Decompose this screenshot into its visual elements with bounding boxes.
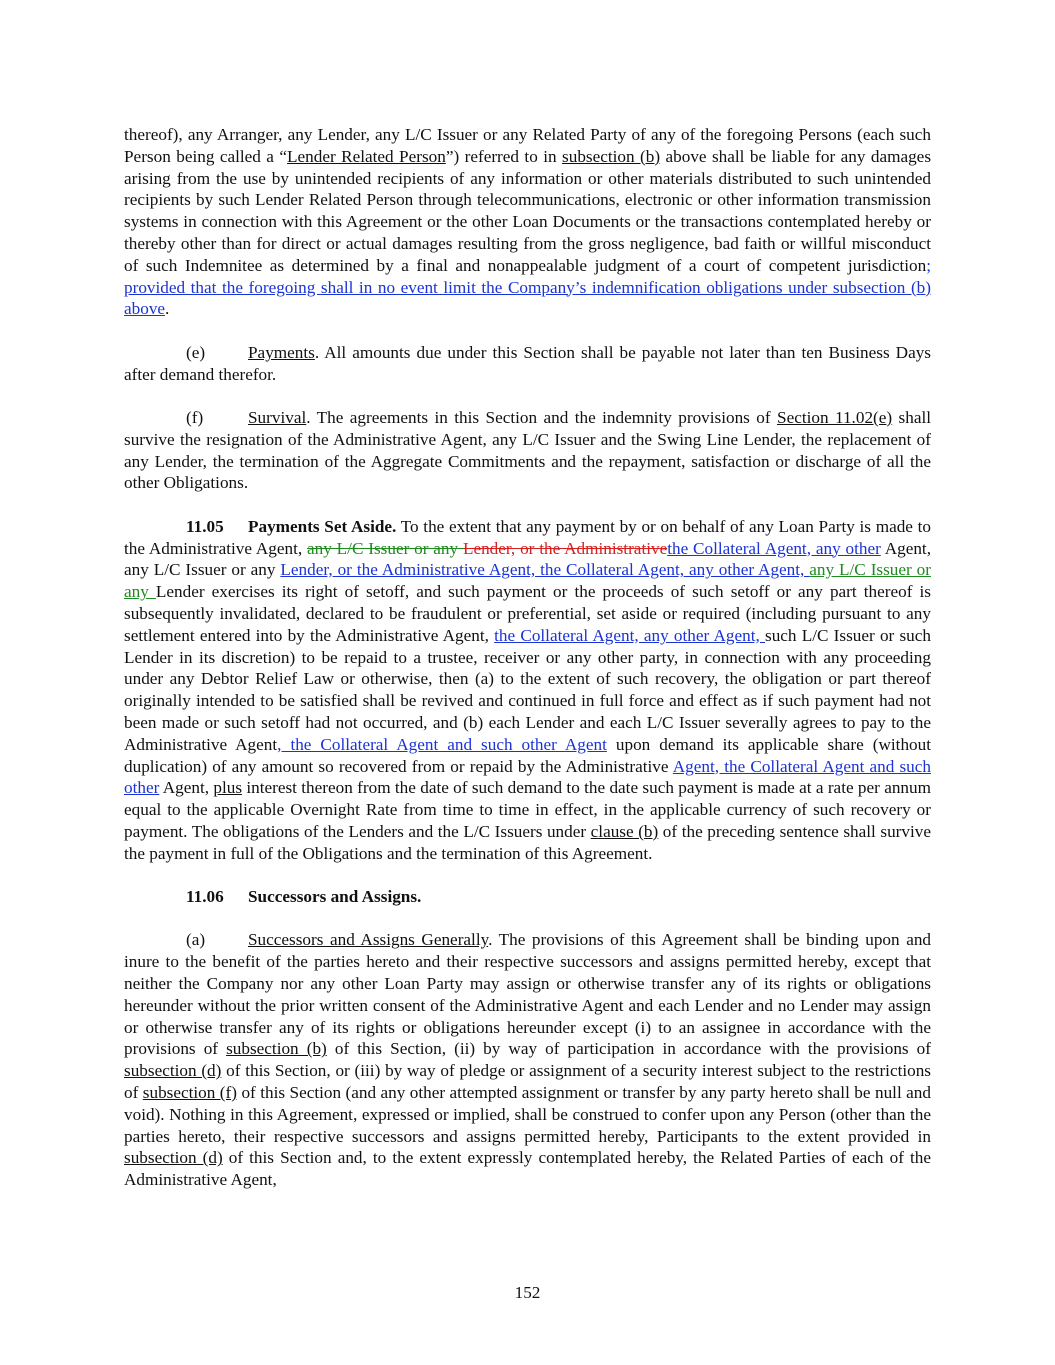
- clause-heading: Payments: [248, 342, 315, 362]
- cross-ref-subsection-d: subsection (d): [124, 1148, 223, 1168]
- section-title: Successors and Assigns.: [248, 887, 422, 907]
- deleted-text: Lender, or the Administrative: [462, 538, 668, 558]
- inserted-text: , the Collateral Agent and such other Agent: [277, 734, 607, 754]
- section-11-05-payments-set-aside: 11.05 Payments Set Aside. To the extent that any payment by or on behalf of any Loan Party is made to the Administrative Agent, any L/C Issuer or any Lender, or the Administrativethe Collateral Agent, any other Agent, any L/C Issuer or any Lender, or the Administrative Agent, the Collateral Agent, any other Agent, any L/C Issuer or any Lender exercises its right of setoff, and such payment or the proceeds of such setoff or any part thereof is subsequently invalidated, declared to be fraudulent or preferential, set aside or required (including pursuant to any settlement entered into by the Administrative Agent, the Collateral Agent, any other Agent, such L/C Issuer or such Lender in its discretion) to be repaid to a trustee, receiver or any other party, in connection with any proceeding under any Debtor Relief Law or otherwise, then (a) to the extent of such recovery, the obligation or part thereof originally intended to be satisfied shall be revived and continued in full force and effect as if such payment had not been made or such setoff had not occurred, and (b) each Lender and each L/C Issuer severally agrees to pay to the Administrative Agent, the Collateral Agent and such other Agent upon demand its applicable share (without duplication) of any amount so recovered from or repaid by the Administrative Agent, the Collateral Agent and such other Agent, plus interest thereon from the date of such demand to the date such payment is made at a rate per annum equal to the applicable Overnight Rate from time to time in effect, in the applicable currency of such recovery or payment. The obligations of the Lenders and the L/C Issuers under clause (b) of the preceding sentence shall survive the payment in full of the Obligations and the termination of this Agreement.: [124, 516, 931, 863]
- clause-label: (e): [186, 342, 206, 362]
- paragraph-a-successors-and-assigns: (a) Successors and Assigns Generally. The provisions of this Agreement shall be binding upon and inure to the benefit of the parties hereto and their respective successors and assigns permitted hereby, except that neither the Company nor any other Loan Party may assign or otherwise transfer any of its rights or obligations hereunder without the prior written consent of the Administrative Agent and each Lender and no Lender may assign or otherwise transfer any of its rights or obligations hereunder except (i) to an assignee in accordance with the provisions of subsection (b) of this Section, (ii) by way of participation in accordance with the provisions of subsection (d) of this Section, or (iii) by way of pledge or assignment of a security interest subject to the restrictions of subsection (f) of this Section (and any other attempted assignment or transfer by any party hereto shall be null and void). Nothing in this Agreement, expressed or implied, shall be construed to confer upon any Person (other than the parties hereto, their respective successors and assigns permitted hereby, Participants to the extent provided in subsection (d) of this Section and, to the extent expressly contemplated hereby, the Related Parties of each of the Administrative Agent,: [124, 930, 932, 1190]
- cross-ref-subsection-b: subsection (b): [562, 146, 661, 166]
- clause-heading: Successors and Assigns Generally: [248, 930, 489, 950]
- section-number: 11.06: [186, 887, 224, 907]
- inserted-text: ; provided that the foregoing shall in no event limit the Company’s indemnification obligations under subsection (b) above: [124, 255, 931, 319]
- inserted-text: the Collateral Agent, any other Agent,: [494, 625, 766, 645]
- cross-ref-subsection-b: subsection (b): [226, 1039, 327, 1059]
- clause-heading: Survival: [248, 407, 307, 427]
- cross-ref-section: Section 11.02(e): [777, 407, 893, 427]
- inserted-text: Agent, the Collateral Agent and such other: [124, 756, 931, 798]
- inserted-text: Lender, or the Administrative Agent, the Collateral Agent, any other Agent,: [280, 560, 810, 580]
- inserted-text: the Collateral Agent, any other: [667, 538, 881, 558]
- section-number: 11.05: [186, 516, 224, 536]
- deleted-text: any L/C Issuer or any: [307, 538, 463, 558]
- section-title: Payments Set Aside.: [248, 516, 397, 536]
- section-11-06-heading: [124, 886, 931, 908]
- clause-label: (a): [186, 930, 206, 950]
- paragraph-indemnity-continuation: thereof), any Arranger, any Lender, any L/C Issuer or any Related Party of any of the foregoing Persons (each such Person being called a “Lender Related Person”) referred to in subsection (b) above shall be liable for any damages arising from the use by unintended recipients of any information or other materials distributed to such unintended recipients by such Lender Related Person through telecommunications, electronic or other information transmission systems in connection with this Agreement or the other Loan Documents or the transactions contemplated hereby or thereby other than for direct or actual damages resulting from the gross negligence, bad faith or willful misconduct of such Indemnitee as determined by a final and nonappealable judgment of a court of competent jurisdiction; provided that the foregoing shall in no event limit the Company’s indemnification obligations under subsection (b) above.: [124, 125, 932, 319]
- cross-ref-clause-b: clause (b): [590, 821, 659, 841]
- paragraph-f-survival: (f) Survival. The agreements in this Section and the indemnity provisions of Section 11.02(e) shall survive the resignation of the Administrative Agent, any L/C Issuer and the Swing Line Lender, the replacement of any Lender, the termination of the Aggregate Commitments and the repayment, satisfaction or discharge of all the other Obligations.: [124, 407, 932, 493]
- document-page: [124, 124, 931, 1213]
- clause-label: (f): [186, 407, 204, 427]
- defined-term-plus: plus: [213, 778, 243, 798]
- cross-ref-subsection-d: subsection (d): [124, 1061, 222, 1081]
- page-number: 152: [514, 1283, 541, 1302]
- paragraph-e-payments: (e) Payments. All amounts due under this Section shall be payable not later than ten Business Days after demand therefor.: [124, 342, 931, 384]
- cross-ref-subsection-f: subsection (f): [142, 1083, 237, 1103]
- defined-term-lender-related-person: Lender Related Person: [287, 146, 446, 166]
- moved-text: any L/C Issuer or any: [124, 560, 931, 602]
